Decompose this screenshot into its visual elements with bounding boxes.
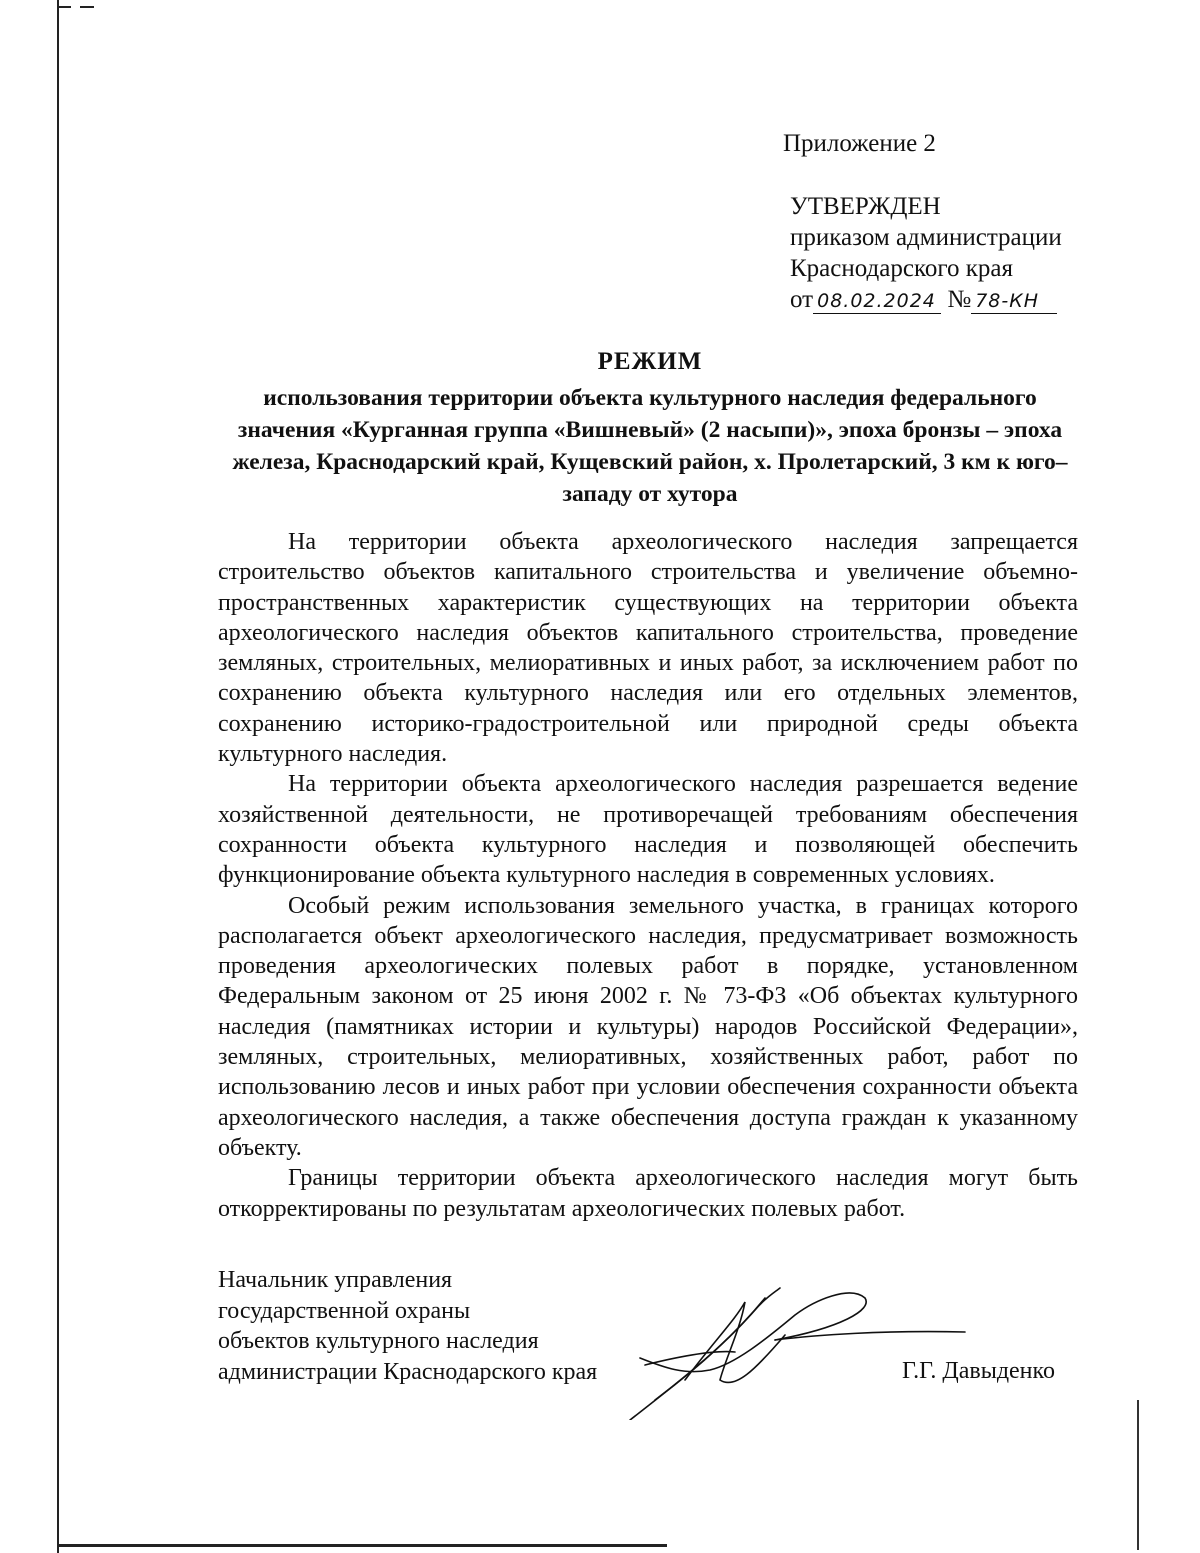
position-line: администрации Краснодарского края: [218, 1358, 598, 1385]
document-body: [218, 527, 1078, 1224]
region-label: Краснодарского края: [790, 255, 1013, 282]
scan-mark: [57, 6, 71, 8]
order-label: приказом администрации: [790, 224, 1062, 251]
body-paragraph: На территории объекта археологического наследия разрешается ведение хозяйственной деятельности, не противоречащей требованиям обеспечения сохранности объекта культурного наследия и позволяющей обеспечить функционирование объекта культурного наследия в современных условиях.: [218, 771, 1078, 889]
approval-stamp-text: [790, 191, 1163, 315]
approval-block: [783, 128, 1163, 315]
title-subtitle: использования территории объекта культурного наследия федерального значения «Курганная группа «Вишневый» (2 насыпи)», эпоха бронзы – эпоха железа, Краснодарский край, Кущевский район, х. Пролетарский, 3 км к юго–западу от хутора: [232, 385, 1068, 507]
number-prefix: №: [947, 286, 972, 313]
scan-edge-line: [57, 0, 59, 1553]
signer-name: Г.Г. Давыденко: [902, 1358, 1055, 1384]
position-line: государственной охраны: [218, 1297, 471, 1324]
handwritten-date: 08.02.2024: [813, 289, 941, 314]
body-paragraph: На территории объекта археологического наследия запрещается строительство объектов капитального строительства и увеличение объемно-пространственных характеристик существующих на территории объекта археологического наследия объектов капитального строительства, проведение земляных, строительных, мелиоративных и иных работ, за исключением работ по сохранению объекта культурного наследия или его отдельных элементов, сохранению историко-градостроительной или природной среды объекта культурного наследия.: [218, 529, 1078, 768]
scan-mark: [80, 6, 94, 8]
handwritten-number: 78-КН: [971, 289, 1057, 314]
body-paragraph: Особый режим использования земельного участка, в границах которого располагается объект археологического наследия, предусматривает возможность проведения археологических полевых работ в порядке, установленном Федеральным законом от 25 июня 2002 г. № 73-ФЗ «Об объектах культурного наследия (памятниках истории и культуры) народов Российской Федерации», земляных, строительных, мелиоративных, хозяйственных работ, работ по использованию лесов и иных работ при условии обеспечения сохранности объекта археологического наследия, а также обеспечения доступа граждан к указанному объекту.: [218, 892, 1078, 1161]
scan-bottom-line: [57, 1544, 667, 1547]
appendix-label: Приложение 2: [783, 130, 936, 157]
approved-label: УТВЕРЖДЕН: [790, 193, 941, 220]
position-line: объектов культурного наследия: [218, 1328, 539, 1354]
title-heading: РЕЖИМ: [597, 348, 703, 375]
body-paragraph: Границы территории объекта археологического наследия могут быть откорректированы по результатам археологических полевых работ.: [218, 1165, 1078, 1222]
document-title: [215, 348, 1085, 510]
signer-position: [218, 1265, 648, 1387]
date-prefix: от: [790, 286, 814, 313]
handwritten-signature: [625, 1280, 970, 1420]
scan-right-line: [1137, 1400, 1139, 1550]
position-line: Начальник управления: [218, 1267, 453, 1293]
order-date-line: [790, 284, 1163, 315]
